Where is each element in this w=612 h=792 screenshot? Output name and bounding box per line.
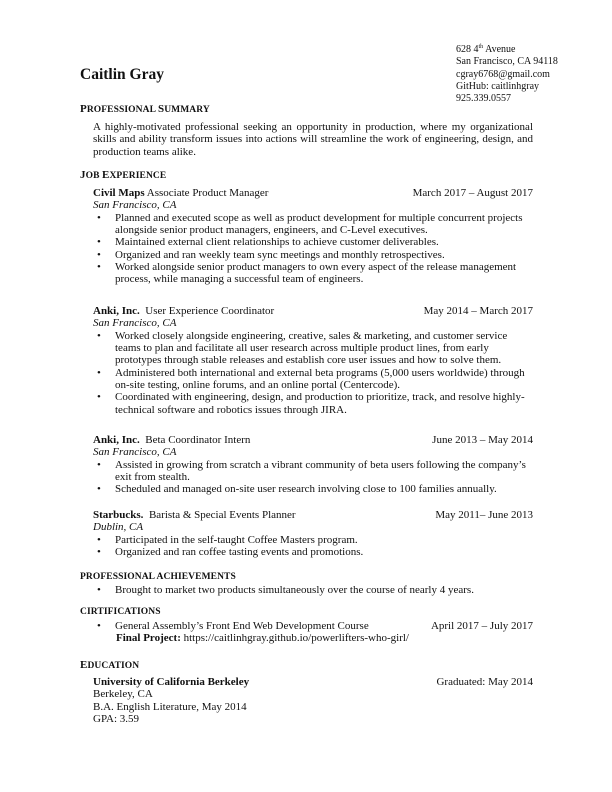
job-role — [93, 509, 296, 521]
cert-dates: April 2017 – July 2017 — [430, 620, 533, 632]
job-location: San Francisco, CA — [93, 317, 177, 330]
bullet-item: • Maintained external client relationships to achieve customer deliverables. — [93, 236, 533, 248]
bullet-item: • Scheduled and managed on-site user research involving close to 100 families annually. — [93, 483, 533, 495]
company-name: Civil Maps — [93, 187, 145, 199]
gpa: GPA: 3.59 — [93, 713, 140, 726]
job-location: San Francisco, CA — [93, 199, 177, 212]
company-name: Starbucks. — [93, 509, 144, 521]
education-entry — [93, 676, 533, 726]
job-location: Dublin, CA — [93, 521, 144, 534]
job-dates: May 2011– June 2013 — [435, 509, 533, 521]
job-location: San Francisco, CA — [93, 446, 177, 459]
education-header — [93, 676, 533, 688]
degree: B.A. English Literature, May 2014 — [93, 700, 247, 713]
bullet-item: • Planned and executed scope as well as product development for multiple concurrent projects alongside senior product managers, engineers, and C-Level executives. — [93, 212, 533, 237]
job-entry — [93, 509, 533, 558]
job-title: Beta Coordinator Intern — [139, 434, 251, 446]
school-name: University of California Berkeley — [93, 676, 250, 688]
job-entry — [93, 187, 533, 286]
job-dates: May 2014 – March 2017 — [423, 305, 533, 317]
section-heading-achievements: PROFESSIONAL ACHIEVEMENTS — [80, 572, 236, 582]
job-title: Associate Product Manager — [144, 187, 269, 199]
job-header — [93, 187, 533, 199]
job-role — [93, 187, 268, 199]
contact-phone: 925.339.0557 — [456, 93, 511, 105]
contact-city: San Francisco, CA 94118 — [456, 56, 558, 68]
graduation-date: Graduated: May 2014 — [436, 676, 533, 688]
contact-github: GitHub: caitlinhgray — [456, 80, 540, 92]
job-title: User Experience Coordinator — [139, 305, 275, 317]
contact-email[interactable]: cgray6768@gmail.com — [456, 68, 550, 80]
section-heading-experience: JOB EXPERIENCE — [80, 169, 167, 181]
section-heading-education: EDUCATION — [80, 659, 140, 671]
section-heading-summary: PROFESSIONAL SUMMARY — [80, 103, 210, 115]
job-entry — [93, 305, 533, 416]
school-location: Berkeley, CA — [93, 688, 153, 701]
job-entry — [93, 434, 533, 496]
job-bullets — [93, 330, 533, 416]
certification-entry — [93, 620, 533, 645]
bullet-item: • Worked closely alongside engineering, creative, sales & marketing, and customer service teams to plan and facilitate all user research across multiple product lines, from early prototypes through stable releases and establish core user issues and how to solve them. — [93, 330, 533, 367]
bullet-item: • Coordinated with engineering, design, and production to prioritize, track, and resolve highly-technical software and robotics issues through JIRA. — [93, 391, 533, 416]
bullet-item: • Brought to market two products simultaneously over the course of nearly 4 years. — [93, 584, 533, 596]
bullet-item: • Assisted in growing from scratch a vibrant community of beta users following the company’s exit from stealth. — [93, 459, 533, 484]
job-bullets — [93, 212, 533, 286]
job-header — [93, 509, 533, 521]
job-header — [93, 434, 533, 446]
job-dates: June 2013 – May 2014 — [432, 434, 533, 446]
job-role — [93, 305, 274, 317]
job-bullets — [93, 534, 533, 559]
job-dates: March 2017 – August 2017 — [412, 187, 533, 199]
achievements-list — [93, 584, 533, 596]
contact-block — [456, 44, 558, 105]
certification-bullets — [93, 620, 533, 632]
contact-address: 628 4th Avenue — [456, 44, 516, 55]
bullet-item: • Worked alongside senior product managers to own every aspect of the release management process, while managing a successful team of engineers. — [93, 261, 533, 286]
candidate-name: Caitlin Gray — [80, 66, 164, 83]
job-role — [93, 434, 250, 446]
summary-text: A highly-motivated professional seeking an opportunity in production, where my organizational skills and ability transform issues into actions will streamline the work of engineering, design, and production teams alike. — [93, 121, 533, 158]
bullet-item: • Administered both international and external beta programs (5,000 users worldwide) through on-site testing, online forums, and an online portal (Centercode). — [93, 367, 533, 392]
bullet-item — [93, 620, 533, 632]
company-name: Anki, Inc. — [93, 305, 140, 317]
job-title: Barista & Special Events Planner — [143, 509, 296, 521]
cert-name: • General Assembly’s Front End Web Development Course — [115, 620, 369, 632]
final-project-label: Final Project: — [116, 632, 181, 645]
section-heading-certifications: CIRTIFICATIONS — [80, 607, 161, 617]
bullet-item: • Organized and ran coffee tasting events and promotions. — [93, 546, 533, 558]
job-bullets — [93, 459, 533, 496]
final-project-line — [93, 632, 533, 644]
bullet-item: • Organized and ran weekly team sync meetings and monthly retrospectives. — [93, 249, 533, 261]
bullet-item: • Participated in the self-taught Coffee Masters program. — [93, 534, 533, 546]
company-name: Anki, Inc. — [93, 434, 140, 446]
job-header — [93, 305, 533, 317]
achievement-bullets — [93, 584, 533, 596]
final-project-url[interactable]: https://caitlinhgray.github.io/powerlifters-who-girl/ — [180, 632, 409, 645]
cert-row — [115, 620, 533, 632]
